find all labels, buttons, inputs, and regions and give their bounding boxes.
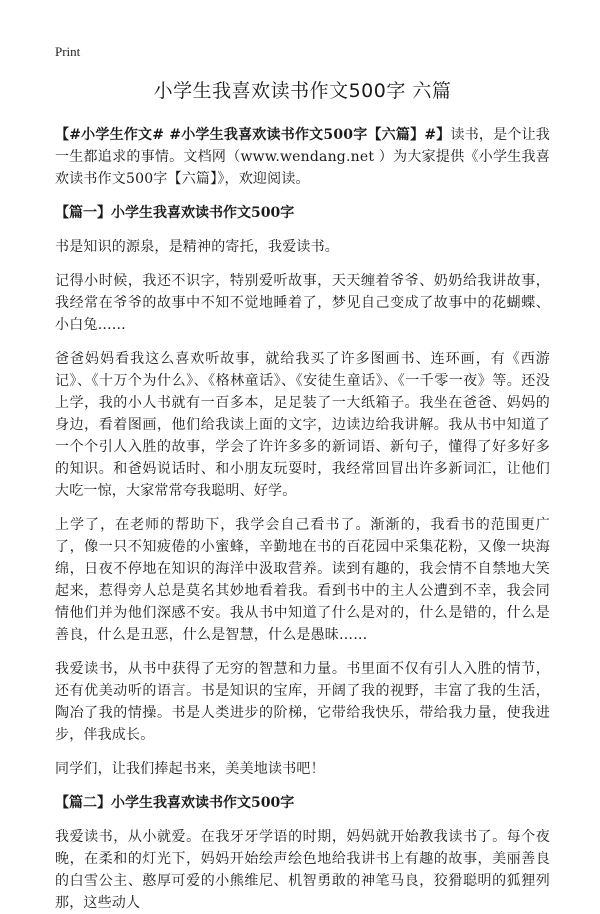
section-1-paragraph: 上学了，在老师的帮助下，我学会自己看书了。渐渐的，我看书的范围更广了，像一只不知疲倦的小蜜蜂，辛勤地在书的百花园中采集花粉，又像一块海绵，日夜不停地在知识的海洋中汲取营养。读到有趣的，我会情不自禁地大笑起来，惹得旁人总是莫名其妙地看着我。看到书中的主人公遭到不幸，我会同情他们并为他们深感不安。我从书中知道了什么是对的，什么是错的，什么是善良，什么是丑恶，什么是智慧，什么是愚昧……: [55, 517, 550, 643]
section-heading-2: 【篇二】小学生我喜欢读书作文500字: [55, 795, 295, 811]
intro-bold-lead: 【#小学生作文# #小学生我喜欢读书作文500字【六篇】#】: [55, 127, 451, 143]
page-title: 小学生我喜欢读书作文500字 六篇: [153, 80, 452, 102]
intro-text: 读书，是个让我一生都追求的事情。文档网（www.wendang.net ）为大家提供《小学生我喜欢读书作文500字【六篇】》，欢迎阅读。: [55, 127, 550, 187]
section-2-paragraph: 我爱读书，从小就爱。在我牙牙学语的时期，妈妈就开始教我读书了。每个夜晚，在柔和的灯光下，妈妈开始绘声绘色地给我讲书上有趣的故事，美丽善良的白雪公主、憨厚可爱的小熊维尼、机智勇敢的神笔马良，狡猾聪明的狐狸列那，这些动人: [55, 829, 550, 911]
section-1-paragraph: 书是知识的源泉，是精神的寄托，我爱读书。: [55, 239, 339, 255]
print-link[interactable]: Print: [55, 44, 81, 59]
intro-paragraph: [55, 124, 550, 190]
section-heading-1: 【篇一】小学生我喜欢读书作文500字: [55, 205, 295, 221]
section-1-paragraph: 记得小时候，我还不识字，特别爱听故事，天天缠着爷爷、奶奶给我讲故事，我经常在爷爷的故事中不知不觉地睡着了，梦见自己变成了故事中的花蝴蝶、小白兔……: [55, 273, 550, 333]
section-1-paragraph: 同学们，让我们捧起书来，美美地读书吧！: [55, 761, 325, 777]
section-1-paragraph: 我爱读书，从书中获得了无穷的智慧和力量。书里面不仅有引人入胜的情节，还有优美动听的语言。书是知识的宝库，开阔了我的视野，丰富了我的生活，陶冶了我的情操。书是人类进步的阶梯，它带给我快乐，带给我力量，使我进步，伴我成长。: [55, 661, 550, 743]
section-1-paragraph: 爸爸妈妈看我这么喜欢听故事，就给我买了许多图画书、连环画，有《西游记》、《十万个为什么》、《格林童话》、《安徒生童话》、《一千零一夜》等。还没上学，我的小人书就有一百多本，足足装了一大纸箱子。我坐在爸爸、妈妈的身边，看着图画，他们给我读上面的文字，边读边给我讲解。我从书中知道了一个个引人入胜的故事，学会了许许多多的新词语、新句子，懂得了好多好多的知识。和爸妈说话时、和小朋友玩耍时，我经常回冒出许多新词汇，让他们大吃一惊，大家常常夸我聪明、好学。: [55, 351, 550, 499]
